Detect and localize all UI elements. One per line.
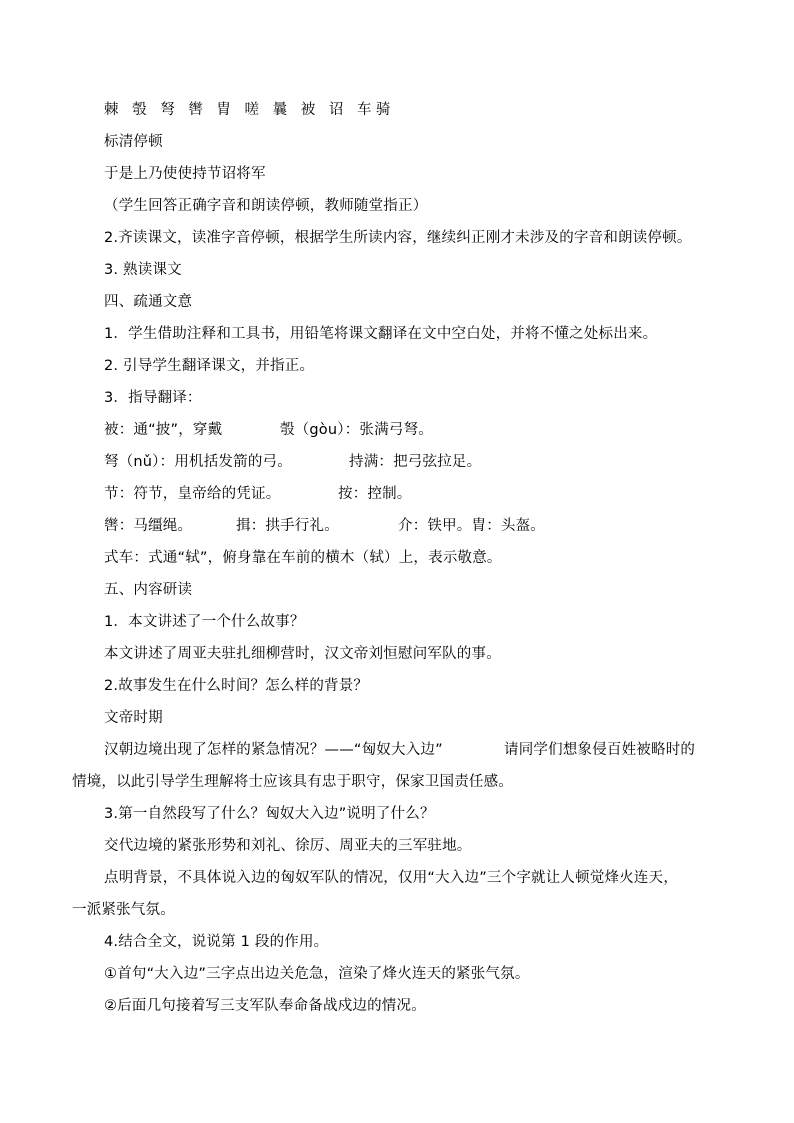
section-heading-5: 五、内容研读 [104,582,193,598]
gloss-nu: 弩（nǔ）：用机括发箭的弓。 [104,454,292,470]
answer-1: 本文讲述了周亚夫驻扎细柳营时，汉文帝刘恒慰问军队的事。 [104,646,501,662]
gloss-gou: 彀（gòu）：张满弓弩。 [280,422,433,438]
section-heading-4: 四、疏通文意 [104,294,193,310]
gloss-pi: 被：通“披”，穿戴 [104,422,223,438]
analysis-background: 点明背景，不具体说入边的匈奴军队的情况，仅用“大入边”三个字就让人顿觉烽火连天， [104,870,679,886]
answer-3: 交代边境的紧张形势和刘礼、徐厉、周亚夫的三军驻地。 [104,838,472,854]
analysis-background-cont: 一派紧张气氛。 [72,902,175,918]
guide-imagination-cont: 情境，以此引导学生理解将士应该具有忠于职守，保家卫国责任感。 [72,774,513,790]
question-border-emergency: 汉朝边境出现了怎样的紧急情况？——“匈奴大入边” [104,742,443,758]
answer-2: 文帝时期 [104,710,163,726]
vocabulary-characters: 棘 彀 弩 辔 胄 嗟 曩 被 诏 车骑 [104,102,395,118]
question-1: 1．本文讲述了一个什么故事？ [104,614,305,630]
step-3-familiar-reading: 3. 熟读课文 [104,262,182,278]
pause-example: 于是上乃使使持节诏将军 [104,166,266,182]
question-2: 2.故事发生在什么时间？怎么样的背景？ [104,678,369,694]
gloss-jie: 节：符节，皇帝给的凭证。 [104,486,281,502]
gloss-shiche: 式车：式通“轼”，俯身靠在车前的横木（轼）上，表示敬意。 [104,550,502,566]
answer-4-point-1: ①首句“大入边”三字点出边关危急，渲染了烽火连天的紧张气氛。 [104,966,530,982]
gloss-yi: 揖：拱手行礼。 [236,518,339,534]
section-label-pause: 标清停顿 [104,134,163,150]
translation-step-3: 3．指导翻译： [104,390,202,406]
gloss-pei: 辔：马缰绳。 [104,518,193,534]
gloss-jie-zhou: 介：铁甲。胄：头盔。 [398,518,545,534]
answer-4-point-2: ②后面几句接着写三支军队奉命备战戍边的情况。 [104,998,426,1014]
teacher-note: （学生回答正确字音和朗读停顿，教师随堂指正） [104,198,428,214]
translation-step-2: 2. 引导学生翻译课文，并指正。 [104,358,315,374]
gloss-an: 按：控制。 [338,486,412,502]
question-3: 3.第一自然段写了什么？匈奴大入边”说明了什么？ [104,806,435,822]
step-2-read-aloud: 2.齐读课文，读准字音停顿，根据学生所读内容，继续纠正刚才未涉及的字音和朗读停顿。 [104,230,692,246]
question-4: 4.结合全文，说说第 1 段的作用。 [104,934,329,950]
translation-step-1: 1．学生借助注释和工具书，用铅笔将课文翻译在文中空白处，并将不懂之处标出来。 [104,326,658,342]
guide-imagination: 请同学们想象侵百姓被略时的 [504,742,696,758]
gloss-chiman: 持满：把弓弦拉足。 [349,454,482,470]
